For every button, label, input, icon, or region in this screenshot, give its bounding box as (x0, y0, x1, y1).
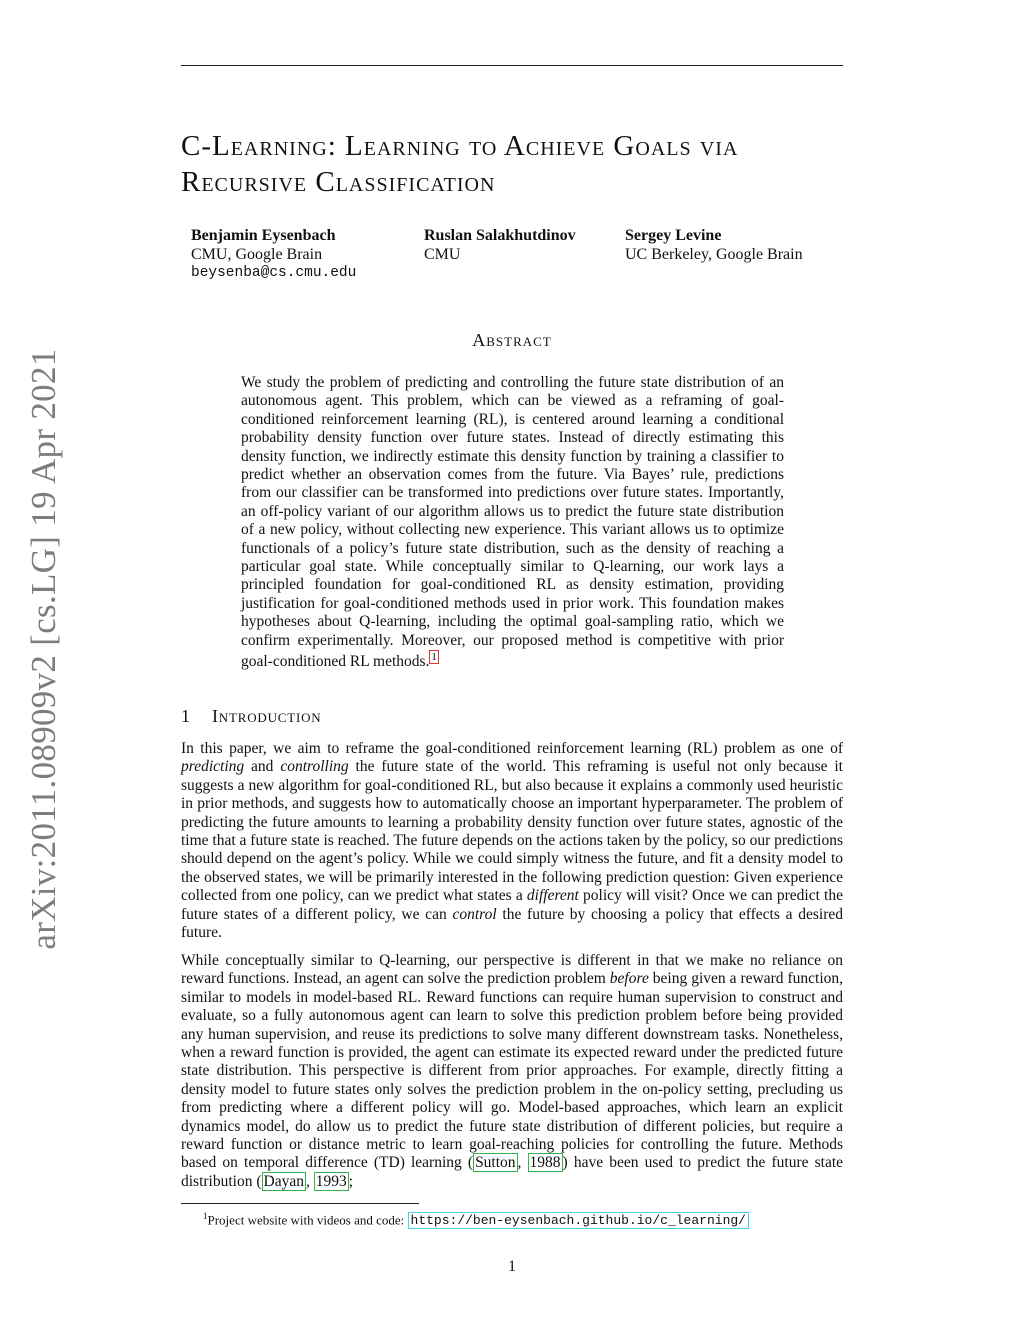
footnote (203, 1207, 749, 1230)
citation-link-dayan[interactable]: Dayan (263, 1172, 304, 1190)
emphasis: before (609, 970, 649, 988)
text-run: being given a reward function, similar to models in model-based RL. Reward functions can require human supervision to construct and evaluate, so a fully autonomous agent can learn to solve this prediction problem before being provided any human supervision, and reuse its predictions to solve many different downstream tasks. Nonetheless, when a reward function is provided, the agent can estimate its expected reward under the predicted future state distribution. This perspective is different from prior approaches. For example, directly fitting a density model to future states only solves the prediction problem in the on-policy setting, precluding us from predicting where a different policy will go. Model-based approaches, which learn an explicit dynamics model, do allow us to predict the future state distribution of different policies, but require a reward function or distance metric to learn goal-reaching policies for controlling the future. Methods based on temporal difference (TD) learning ( (181, 970, 843, 1172)
top-rule (181, 65, 843, 66)
paper-title-line-2: Recursive Classification (181, 166, 496, 198)
footnote-rule (181, 1203, 419, 1204)
emphasis: controlling (280, 758, 349, 776)
text-run: the future by choosing a policy that effects a desired future. (181, 905, 843, 942)
text-run: In this paper, we aim to reframe the goal-conditioned reinforcement learning (RL) problem as one of (181, 740, 843, 757)
intro-paragraph-1 (181, 740, 843, 942)
section-number: 1 (181, 706, 191, 726)
author-email: beysenba@cs.cmu.edu (191, 265, 357, 281)
author-name: Benjamin Eysenbach (191, 227, 336, 244)
author-affiliation: CMU, Google Brain (191, 246, 323, 263)
section-heading-introduction (181, 706, 321, 727)
text-run: and (244, 758, 281, 776)
arxiv-identifier-stamp: arXiv:2011.08909v2 [cs.LG] 19 Apr 2021 (24, 348, 63, 950)
author-block-3 (625, 226, 803, 264)
abstract-body (241, 374, 784, 672)
author-affiliation: CMU (424, 246, 461, 263)
emphasis: different (526, 887, 579, 905)
abstract-heading: Abstract (472, 330, 552, 350)
text-run: ) have been used to predict the future state distribution ( (181, 1154, 844, 1190)
text-run: , (305, 1172, 314, 1190)
emphasis: predicting (181, 758, 245, 776)
text-run: policy will visit? Once we can predict the future states of a different policy, we can (181, 887, 843, 923)
author-name: Sergey Levine (625, 227, 722, 244)
citation-link-sutton[interactable]: Sutton (475, 1154, 516, 1172)
footnote-link[interactable]: 1 (431, 651, 437, 664)
author-name: Ruslan Salakhutdinov (424, 227, 576, 244)
text-run: , (517, 1154, 528, 1172)
author-block-1 (191, 226, 356, 283)
paper-title-line-1: C-Learning: Learning to Achieve Goals via (181, 130, 739, 162)
text-run: ; (348, 1172, 354, 1190)
footnote-text: Project website with videos and code: (207, 1212, 408, 1228)
abstract-text: We study the problem of predicting and controlling the future state distribution of an autonomous agent. This problem, which can be viewed as a reframing of goal-conditioned reinforcement learning (RL), is centered around learning a conditional probability density function over future states. Instead of directly estimating this density function, we indirectly estimate this density function by training a classifier to predict whether an observation comes from the future. Via Bayes’ rule, predictions from our classifier can be transformed into predictions over future states. Importantly, an off-policy variant of our algorithm allows us to predict the future state distribution of a new policy, without collecting new experience. This variant allows us to optimize functionals of a policy’s future state distribution, such as the density of reaching a particular goal state. While conceptually similar to Q-learning, our work lays a principled foundation for goal-conditioned RL as density estimation, providing justification for goal-conditioned methods used in prior work. This foundation makes hypotheses about Q-learning, including the optimal goal-sampling ratio, which we confirm experimentally. Moreover, our proposed method is competitive with prior goal-conditioned RL methods. (241, 374, 784, 671)
author-block-2 (424, 226, 576, 264)
author-affiliation: UC Berkeley, Google Brain (625, 246, 803, 263)
text-run: the future state of the world. This reframing is useful not only because it suggests a new algorithm for goal-conditioned RL, but also because it explains a commonly used heuristic in prior methods, and suggests how to automatically choose an important hyperparameter. The problem of predicting the future amounts to learning a probability density function over future states, agnostic of the time that a future state is reached. The future depends on the actions taken by the policy, so our predictions should depend on the agent’s policy. While we could simply witness the future, and fit a density model to the observed states, we will be primarily interested in the following prediction question: Given experience collected from one policy, can we predict what states a (181, 758, 843, 905)
project-website-link[interactable]: https://ben-eysenbach.github.io/c_learning/ (408, 1212, 749, 1229)
intro-paragraph-2 (181, 952, 843, 1191)
citation-link-sutton-year[interactable]: 1988 (529, 1154, 561, 1172)
emphasis: control (452, 905, 497, 923)
section-title: Introduction (212, 706, 322, 726)
citation-link-dayan-year[interactable]: 1993 (315, 1172, 347, 1190)
footnote-number: 1 (203, 1211, 208, 1221)
text-run: While conceptually similar to Q-learning, our perspective is different in that we make no reliance on reward functions. Instead, an agent can solve the prediction problem (181, 952, 843, 988)
page-number: 1 (508, 1258, 516, 1275)
